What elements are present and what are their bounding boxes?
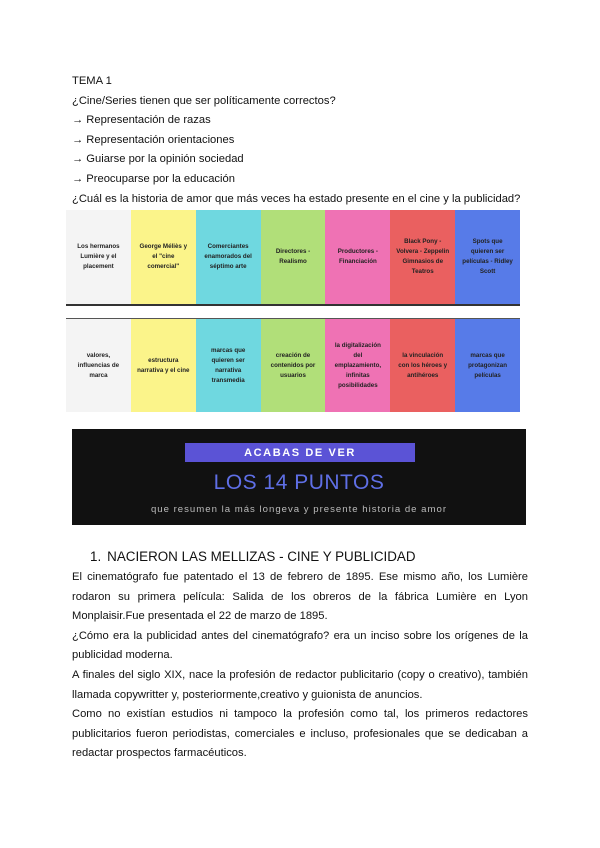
grid-cell: creación de contenidos por usuarios	[261, 318, 326, 412]
points-grid-top-row	[66, 210, 520, 306]
grid-cell: marcas que quieren ser narrativa transmedia	[196, 318, 261, 412]
grid-cell: Comerciantes enamorados del séptimo arte	[196, 210, 261, 306]
list-item: → Guiarse por la opinión sociedad	[72, 153, 244, 166]
paragraph: El cinematógrafo fue patentado el 13 de febrero de 1895. Ese mismo año, los Lumière rodaron su primera película: Salida de los obreros de la fábrica Lumière en Lyon Monplaisir.Fue presentada el 22 de marzo de 1895.	[72, 571, 528, 623]
grid-cell: Productores - Financiación	[325, 210, 390, 306]
grid-cell: Los hermanos Lumière y el placement	[66, 210, 131, 306]
list-item: → Representación orientaciones	[72, 133, 235, 146]
banner-title: LOS 14 PUNTOS	[213, 471, 385, 494]
grid-cell: Black Pony - Volvera - Zeppelin Gimnasios de Teatros	[390, 210, 455, 306]
grid-cell: Spots que quieren ser películas - Ridley Scott	[455, 210, 520, 306]
summary-banner	[72, 429, 526, 525]
topic-label: TEMA 1	[72, 75, 112, 87]
grid-cell: la digitalización del emplazamiento, infinitas posibilidades	[325, 318, 390, 412]
grid-cell: Directores - Realismo	[261, 210, 326, 306]
banner-subtitle: que resumen la más longeva y presente historia de amor	[150, 504, 448, 515]
list-item: → Representación de razas	[72, 114, 211, 127]
grid-cell: la vinculación con los héroes y antihéroes	[390, 318, 455, 412]
body-text	[72, 568, 528, 764]
grid-cell: estructura narrativa y el cine	[131, 318, 196, 412]
banner-label: ACABAS DE VER	[185, 443, 415, 462]
grid-cell: marcas que protagonizan películas	[455, 318, 520, 412]
paragraph: Como no existían estudios ni tampoco la profesión como tal, los primeros redactores publicitarios fueron periodistas, comerciales e incluso, profesionales que se dedicaban a redactar prospectos farmacéuticos.	[72, 708, 528, 760]
section-heading	[90, 549, 416, 564]
question-text: ¿Cine/Series tienen que ser políticamente correctos?	[72, 94, 336, 107]
paragraph: ¿Cómo era la publicidad antes del cinematógrafo? era un inciso sobre los orígenes de la publicidad moderna.	[72, 629, 528, 662]
grid-cell: valores, influencias de marca	[66, 318, 131, 412]
intro-block	[72, 72, 542, 209]
section-title: NACIERON LAS MELLIZAS - CINE Y PUBLICIDAD	[107, 549, 416, 564]
section-number: 1.	[90, 549, 102, 564]
list-item: → Preocuparse por la educación	[72, 172, 235, 185]
question-text: ¿Cuál es la historia de amor que más veces ha estado presente en el cine y la publicidad?	[72, 192, 521, 205]
grid-cell: George Méliès y el "cine comercial"	[131, 210, 196, 306]
paragraph: A finales del siglo XIX, nace la profesión de redactor publicitario (copy o creativo), también llamada copywritter y, posteriormente,creativo y guionista de anuncios.	[72, 668, 528, 701]
points-grid-bottom-row	[66, 318, 520, 412]
